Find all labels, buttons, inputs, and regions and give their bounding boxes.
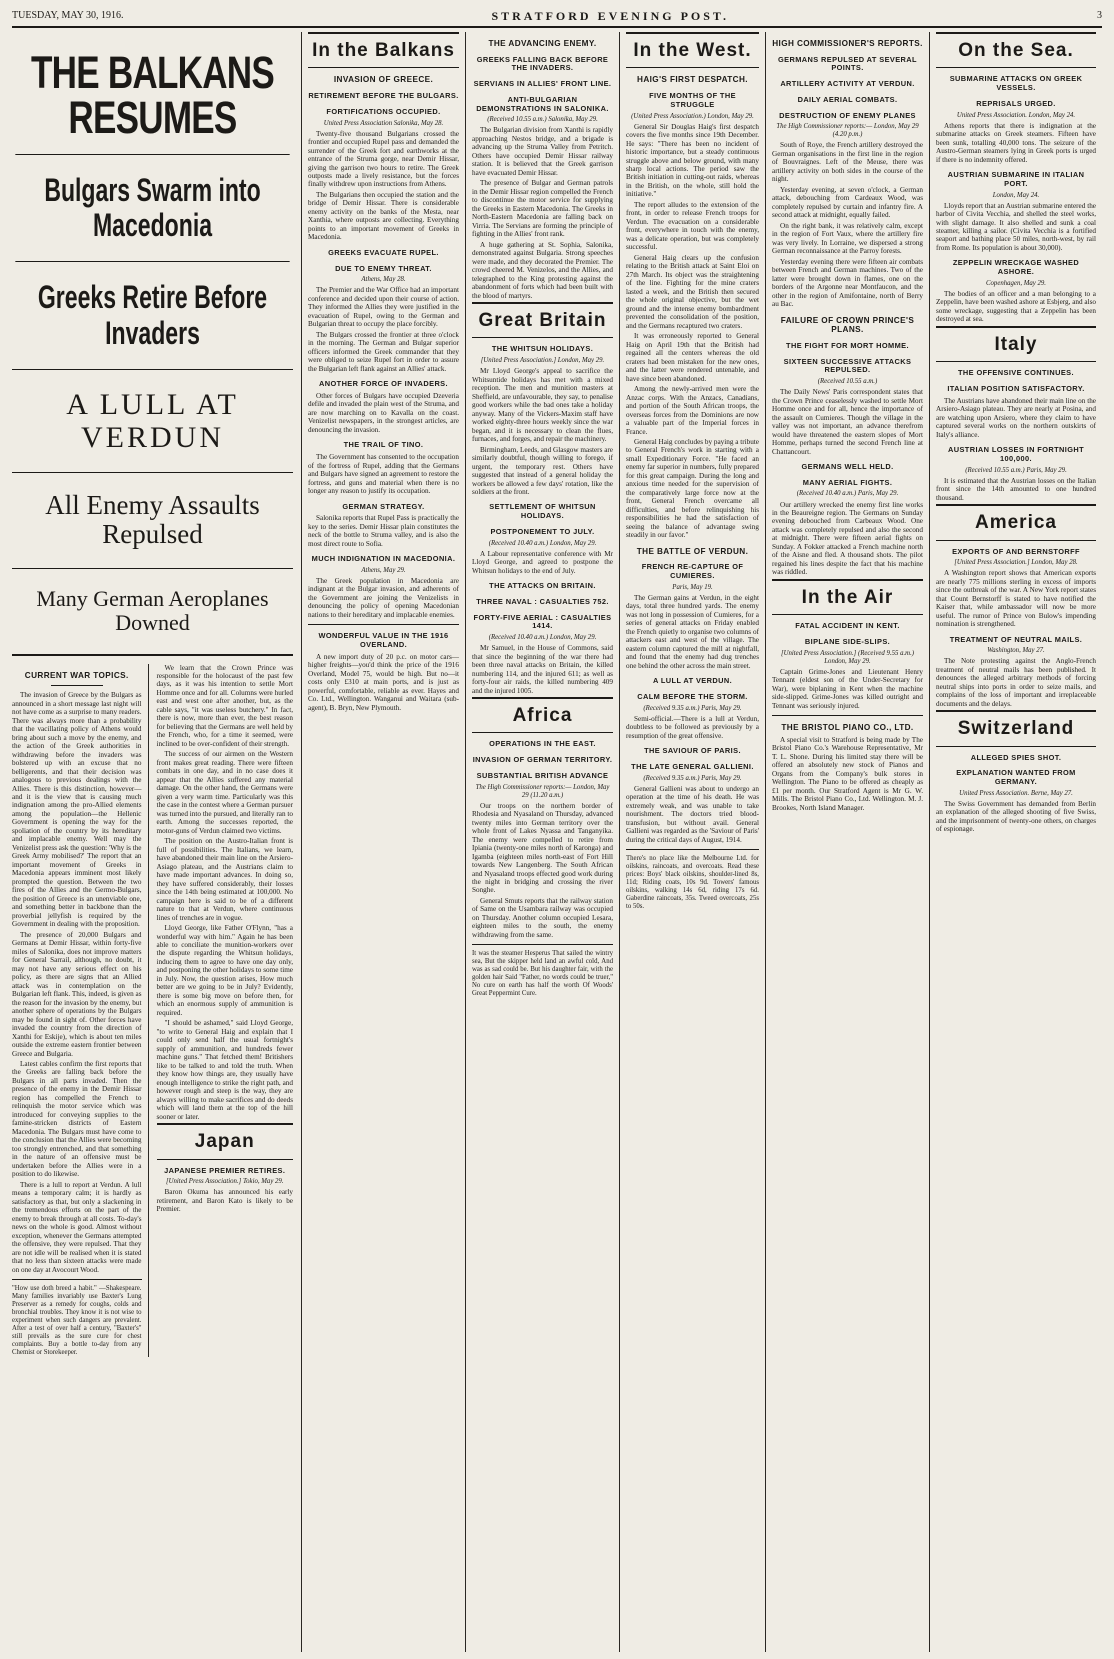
section-in-the-air: In the Air [772, 579, 923, 615]
article-paragraph: Twenty-five thousand Bulgarians crossed the frontier and occupied Rupel pass and demanded the surrender of the Greek fort and earthworks at the entrance of the Struma gorge, near Demir Hissar, giving the garrison two hours to retire. The Greek outposts made a lively resistance, but the forces finally withdrew upon instructions from Athens. [308, 129, 459, 189]
article-paragraph: It was erroneously reported to General Haig on April 19th that the British had regained all the centers whereas the old craters had been mistaken for the new ones, and the latter were rendered untenable, and have since been abandoned. [626, 332, 759, 383]
section-switzerland: Switzerland [936, 710, 1096, 746]
article-heading: GREEKS EVACUATE RUPEL. [328, 247, 439, 257]
article-paragraph: A Labour representative conference with Mr Lloyd George, and agreed to postpone the Whitsun holidays to the end of July. [472, 549, 613, 575]
advertisement-piano: A special visit to Stratford is being made by The Bristol Piano Co.'s Warehouse Representative, Mr T. L. Shone. During his limited stay there will be offered an absolutely new stock of Pianos and Organs from the Company's bulk stores in Wellington. The Piano to be offered as cheaply as £1 per month. Our Stratford Agent is Mr G. W. Mills. The Bristol Piano Co., Ltd. Wellington. M. J. Brookes, North Island Manager. [772, 735, 923, 812]
dateline: Paris, May 19. [672, 583, 713, 591]
britain-column [466, 32, 620, 1652]
divider [12, 1279, 142, 1280]
article-paragraph: The German gains at Verdun, in the eight days, total three hundred yards. The enemy was not long in possession of Cumieres, for a series of general attacks on Friday enabled the French quietly to organise two columns of attackers east and west of the village. The eastern column captured the mill at nightfall, and found that the enemy had dug trenches one behind the other across the main street. [626, 593, 759, 670]
page-columns [12, 32, 1102, 1652]
article-paragraph: The Daily News' Paris correspondent states that the Crown Prince ceaselessly washed to settle Mort Homme once and for all, hence the importance of the assault on Cumieres. Though the village in the valley was not important, an advance therefrom would have threatened the eastern slopes of Mort Homme, perhaps turned the second French line at Chattancourt. [772, 388, 923, 456]
article-heading: ANOTHER FORCE OF INVADERS. [319, 379, 448, 389]
topics-heading: CURRENT WAR TOPICS. [24, 670, 129, 680]
dateline: (Received 10.55 a.m.) Salonika, May 29. [487, 116, 598, 124]
article-heading: JAPANESE PREMIER RETIRES. [164, 1165, 286, 1175]
article-subheading: SUBSTANTIAL BRITISH ADVANCE [476, 770, 609, 780]
advertisement-oilskins: There's no place like the Melbourne Ltd. for oilskins, raincoats, and overcoats. Read these prices: Boys' black oilskins, shoulder-lined 8s, 11d; Riding coats, 10s 9d. Towers' famous oilskins, walking 14s 6d, riding 17s 6d. Gaberdine raincoats, 35s. Tweed overcoats, 25s to 50s. [626, 855, 759, 911]
article-paragraph: The Swiss Government has demanded from Berlin an explanation of the alleged shooting of five Swiss, and the imprisonment of twenty-one others, on charges of espionage. [936, 799, 1096, 834]
article-paragraph: General Haig concludes by paying a tribute to General French's work in starting with a small Expeditionary Force. "He faced an enemy far superior in numbers, fully prepared for this great campaign. During the long and anxious time needed for the supervision of the comparatively large force now at the front, General French overcame all difficulties, and before relinquishing his responsibilities he had the satisfaction of seeing the balance of advantage swing steadily in our favor." [626, 438, 759, 540]
article-heading: SETTLEMENT OF WHITSUN HOLIDAYS. [489, 502, 596, 521]
advertisement-peppermint: It was the steamer Hesperus That sailed the wintry sea, But the skipper held land an awful cold, And was as sad could be. But his daughter fair, with the golden hair Said "Father, no words could be truer," No cure on earth has half the worth Of Woods' Great Peppermint Cure. [472, 950, 613, 998]
article-paragraph: The Premier and the War Office had an important conference and decided upon their course of action. They informed the Allies they were justified in the evacuation of Rupel, owing to the German and Bulgarian threat to occupy the place forcibly. [308, 286, 459, 329]
article-paragraph: Mr Samuel, in the House of Commons, said that since the beginning of the war there had been three naval attacks on Britain, the killed numbering 114, and the injured 611; as well as forty-four air raids, the killed numbering 409 and the injured 1005. [472, 644, 613, 695]
sea-column [930, 32, 1102, 1652]
dateline: London, May 24. [992, 191, 1040, 199]
article-subheading: FRENCH RE-CAPTURE OF CUMIERES. [641, 562, 744, 581]
article-heading: A LULL AT VERDUN. [652, 676, 733, 686]
article-subheading: THE LATE GENERAL GALLIENI. [631, 762, 754, 771]
advertisement-overland: A new import duty of 20 p.c. on motor cars—higher freights—you'd think the price of the 1916 Overland, Model 75, would be high. But no—it costs only £310 at main ports, and is just as powerful, comfortable, reliable as ever. Hayes and Co. Ltd., Wellington. Wanganui and Waitara (sub-agent), B. Bryn, New Plymouth. [308, 652, 459, 712]
dateline: [United Press Association.] (Received 9.55 a.m.) London, May 29. [780, 649, 915, 665]
article-paragraph: The Note protesting against the Anglo-French treatment of neutral mails has been published. It denounces the alleged arbitrary methods of forcing neutral ships into ports in order to seize mails, and complains of the loss of important and irreplaceable documents and the delays. [936, 657, 1096, 708]
article-subheading: GERMANS REPULSED AT SEVERAL POINTS. [778, 54, 917, 73]
article-heading: HIGH COMMISSIONER'S REPORTS. [772, 39, 923, 48]
section-japan: Japan [157, 1123, 294, 1159]
article-subheading: MANY AERIAL FIGHTS. [802, 477, 893, 487]
article-paragraph: Yesterday evening, at seven o'clock, a German attack, debouching from Cardeaux Wood, was completely repulsed by curtain and infantry fire. A second attack at midnight, equally failed. [772, 185, 923, 220]
page-number: 3 [1096, 10, 1102, 22]
section-on-the-sea: On the Sea. [936, 32, 1096, 68]
topics-columns [12, 654, 293, 1358]
article-subheading: EXPLANATION WANTED FROM GERMANY. [956, 768, 1076, 787]
article-subheading: FORTIFICATIONS OCCUPIED. [326, 106, 441, 116]
article-paragraph: The Bulgarians then occupied the station and the bridge of Demir Hissar. There is considerable enemy activity on the banks of the Mesta, near Xanthia, where outposts are collecting. Everything points to an important movement of Greeks in Macedonia. [308, 190, 459, 242]
article-subheading: POSTPONEMENT TO JULY. [490, 526, 595, 536]
article-paragraph: The Greek population in Macedonia are indignant at the Bulgar invasion, and adherents of the Government are joining the Venizelists in denouncing the policy of opening Macedonian nations to their hereditary and implacable enemies. [308, 576, 459, 619]
article-paragraph: The position on the Austro-Italian front is full of possibilities. The Italians, we learn, have abandoned their main line on the Arsiero-Asiago plateau, and the Austrians claim to have made important advances. In doing so, they have suffered considerably, their losses since the 14th being estimated at 100,000. No campaign here is said to be of a different nature to that at Verdun, where continuous lines of trenches are in vogue. [156, 837, 293, 922]
article-paragraph: Mr Lloyd George's appeal to sacrifice the Whitsuntide holidays has met with a mixed reception. The men and munition masters at Sheffield, are unfavourable, they say, to penalise good workers while the bad ones take a holiday anyway. Many of the Vickers-Maxim staff have worked eighty-three hours weekly since the war began, and it is necessary to clean the flues, furnaces, and forges, and repair the machinery. [472, 367, 613, 444]
article-paragraph: General Sir Douglas Haig's first despatch covers the five months since 19th December. He says: "There has been no incident of historic importance, but a steady continuous struggle above and below ground, with many sharp local actions. The period saw the British initiation in cutting-out raids, whereas in the British, on the whole, still hold the initiative." [626, 122, 759, 199]
masthead [12, 6, 1102, 28]
divider [472, 944, 613, 945]
article-paragraph: Captain Grime-Jones and Lieutenant Henry Tennant (eldest son of the Under-Secretary for War), were biplaning in Kent when the machine side-slipped. Grime-Jones was killed outright and Tennant was seriously injured. [772, 667, 923, 710]
article-subheading: CALM BEFORE THE STORM. [637, 692, 748, 702]
commissioner-column [766, 32, 930, 1652]
article-subheading: DUE TO ENEMY THREAT. [335, 263, 432, 273]
newspaper-name: STRATFORD EVENING POST. [491, 8, 730, 23]
article-subheading: SIXTEEN SUCCESSIVE ATTACKS REPULSED. [783, 356, 912, 375]
article-heading: THE WHITSUN HOLIDAYS. [491, 344, 594, 354]
article-subheading: INVASION OF GERMAN TERRITORY. [472, 755, 613, 765]
dateline: The High Commissioner reports:— London, May 29 (11.20 a.m.) [475, 783, 610, 799]
article-paragraph: Athens reports that there is indignation at the submarine attacks on Greek steamers. Fifteen have been sunk, totalling 40,000 tons. The seizure of the Austro-German steamers lying in Greek ports is urged if there is no indemnity offered. [936, 121, 1096, 164]
article-paragraph: Birmingham, Leeds, and Glasgow masters are similarly doubtful, though willing to forego, if urgent, the temporary rest. Others have suggested that instead of a general holiday the workers be allowed a few days' rotation, like the soldiers at the front. [472, 445, 613, 496]
article-heading: TREATMENT OF NEUTRAL MAILS. [949, 634, 1083, 644]
article-heading: INVASION OF GREECE. [333, 75, 434, 85]
article-paragraph: Salonika reports that Rupel Pass is practically the key to the series. Demir Hissar plain constitutes the neck of the bottle to Struma valley, and is also the most direct route to Sofia. [308, 514, 459, 548]
article-subheading: ANTI-BULGARIAN DEMONSTRATIONS IN SALONIKA. [476, 94, 609, 113]
article-heading: THE ADVANCING ENEMY. [488, 39, 597, 48]
article-heading: THE TRAIL OF TINO. [343, 440, 424, 450]
deck-aeroplanes: Many German Aeroplanes Downed [12, 568, 293, 653]
article-paragraph: General Gallieni was about to undergo an operation at the time of his death. He was extremely weak, and was unable to take nourishment. The doctors tried blood-transfusion, but without avail. General Gallieni was regarded as the 'Saviour of Paris' during the critical days of August, 1914. [626, 784, 759, 844]
article-paragraph: It is estimated that the Austrian losses on the Italian front since the 14th amounted to one hundred thousand. [936, 476, 1096, 502]
divider [308, 624, 459, 625]
article-paragraph: General Smuts reports that the railway station of Same on the Usambara railway was occupied on Thursday. Another column occupied Lesara, eighteen miles to the south, the enemy withdrawing from the same. [472, 896, 613, 939]
article-paragraph: Our troops on the northern border of Rhodesia and Nyasaland on Thursday, advanced twenty miles into German territory over the whole front of Lakes Nyassa and Tanganyika. The enemy were compelled to retire from Ipiania (twenty-one miles north of Karonga) and Igamba (eighteen miles north-east of Fort Hill towards New Langenberg. The South African and Nyasaland troops effected good work during the night in bridging and crossing the river Songhe. [472, 801, 613, 895]
dateline: (Received 10.40 a.m.) London, May 29. [488, 634, 597, 642]
article-subheading: ITALIAN POSITION SATISFACTORY. [947, 384, 1085, 393]
section-italy: Italy [936, 326, 1096, 362]
dateline: (Received 10.55 a.m.) [817, 378, 878, 386]
article-subheading: SERVIANS IN ALLIES' FRONT LINE. [473, 79, 612, 89]
dateline: [United Press Association.] London, May 28. [954, 559, 1078, 567]
article-subheading: THREE NAVAL : CASUALTIES 752. [476, 596, 609, 606]
deck-greeks: Greeks Retire Before Invaders [15, 261, 289, 368]
article-heading: THE OFFENSIVE CONTINUES. [958, 368, 1074, 378]
article-subheading: ARTILLERY ACTIVITY AT VERDUN. [780, 79, 915, 89]
section-america: America [936, 504, 1096, 540]
article-heading: MUCH INDIGNATION IN MACEDONIA. [311, 554, 456, 564]
lead-column [12, 32, 302, 1652]
article-paragraph: The Austrians have abandoned their main line on the Arsiero-Asiago plateau. They are nearly at Posina, and are watching upon Arsiero, where they claim to have captured several works on the northern outskirts of Italy's alliance. [936, 396, 1096, 439]
article-subheading: DESTRUCTION OF ENEMY PLANES [779, 110, 916, 120]
dateline: United Press Association. Berne, May 27. [959, 789, 1073, 797]
article-paragraph: The Bulgars crossed the frontier at three o'clock in the morning. The German and Bulgar superior officers informed the Greek commander that they were obliged to seize Rupel fort in order to assure the Bulgarian left flank against an Allies' attack. [308, 330, 459, 373]
article-subheading: THE FIGHT FOR MORT HOMME. [786, 340, 909, 350]
article-heading: THE SAVIOUR OF PARIS. [644, 746, 741, 756]
article-paragraph: "I should be ashamed," said Lloyd George, "to write to General Haig and explain that I could only send half the usual fortnight's supply of ammunition, and hundreds fewer machine guns." That fetched them! Britishers like to be talked to and told the truth. When they know how things are, they usually have enough intelligence to strike the right path, and however rough and steep is the way, they are always willing to make sacrifices and do deeds which will land them at the top of the hill sooner or later. [156, 1019, 293, 1121]
west-column [620, 32, 766, 1652]
article-paragraph: Among the newly-arrived men were the Anzac corps. With the Anzacs, Canadians, and portion of the South African troops, the overseas forces from the Dominions are now a valuable part of the Imperial forces in France. [626, 385, 759, 436]
dateline: [United Press Association.] London, May 29. [480, 357, 605, 365]
article-paragraph: The Government has consented to the occupation of the fortress of Rupel, adding that the Germans and Bulgars have signed an agreement to restore the fortress, and guns and material when there is no longer any reason to justify its occupation. [308, 453, 459, 496]
article-heading: EXPORTS OF AND BERNSTORFF [952, 546, 1080, 556]
article-heading: THE BATTLE OF VERDUN. [636, 546, 749, 556]
article-paragraph: The presence of Bulgar and German patrols in the Demir Hissar region compelled the French to discontinue the motor service for supplying the Greeks in Eastern Macedonia. The Greeks in North-Eastern Macedonia are falling back on Virria. The Servians are forming the principle of fighting in the Allies' front rank. [472, 179, 613, 239]
topics-right [157, 664, 294, 1358]
dateline: The High Commissioner reports:— London, May 29 (4.20 p.m.) [776, 123, 919, 139]
article-subheading: FIVE MONTHS OF THE STRUGGLE [649, 91, 736, 109]
article-paragraph: The bodies of an officer and a man belonging to a Zeppelin, have been washed ashore at Esbjerg, and also some wreckage, suggesting that a Zeppelin has been destroyed at sea. [936, 289, 1096, 324]
article-paragraph: General Haig clears up the confusion relating to the British attack at Saint Eloi on 27th March. Its object was the straightening of the line. Fighting for the mine craters lasted a week, and the British then secured the whole original objective, but the wet ground and the intense enemy bombardment prevented the consolidation of the position, and the Germans recaptured two craters. [626, 253, 759, 330]
article-subheading: RETIREMENT BEFORE THE BULGARS. [308, 91, 459, 101]
article-paragraph: The success of our airmen on the Western front makes great reading. There were fifteen combats in one day, and in no case does it appear that the Allies suffered any material damage. On the other hand, the Germans were given a very warm time. Particularly was this the case in the contest where a German pursuer was turned into the pursued, and literally ran to earth. Among the successes reported, the motor-guns of Verdun claimed two victims. [156, 750, 293, 835]
article-heading: THE ATTACKS ON BRITAIN. [489, 581, 596, 591]
divider [51, 685, 103, 686]
topics-left [12, 664, 149, 1358]
article-heading: FAILURE OF CROWN PRINCE'S PLANS. [780, 315, 915, 335]
article-heading: AUSTRIAN LOSSES IN FORTNIGHT 100,000. [947, 445, 1085, 463]
article-paragraph: Lloyds report that an Austrian submarine entered the harbor of Civita Vecchia, and shelled the steel works, with slight damage. It also shelled and sunk a coal steamer, killing a sailor. (Civita Vecchia is a fortified seaport and bathing place 50 miles, north-west, by rail from Rome. Its population is about 30,000). [936, 201, 1096, 252]
section-balkans: In the Balkans [308, 32, 459, 68]
article-heading: ZEPPELIN WRECKAGE WASHED ASHORE. [952, 258, 1080, 277]
article-heading: OPERATIONS IN THE EAST. [489, 739, 596, 749]
divider [626, 849, 759, 850]
article-subheading: FORTY-FIVE AERIAL : CASUALTIES 1414. [473, 612, 612, 631]
deck-repulsed: All Enemy Assaults Repulsed [12, 472, 293, 568]
article-heading: ALLEGED SPIES SHOT. [970, 752, 1062, 762]
article-paragraph: The presence of 20,000 Bulgars and Germans at Demir Hissar, within forty-five miles of Salonika, does not improve matters for General Sarrail, although, no doubt, it may not have any serious effect on his policy, as there are signs that an Allied attack was in contemplation on the Bulgarian left flank. This, indeed, is given as the reason for the invasion by the enemy, but another sphere of operations by the Bulgars may be found in sight of. Other forces have invaded the country from the direction of Xanthi for Eskije), which is about ten miles outside the extreme eastern frontier between Greece and Bulgaria. [12, 930, 142, 1058]
article-subheading: BIPLANE SIDE-SLIPS. [804, 637, 891, 646]
article-paragraph: A huge gathering at St. Sophia, Salonika, demonstrated against Bulgaria. Strong speeches were made, and they decorated the Premier. The crowd cheered M. Venizelos, and the Allies, and telegraphed to the King protesting against the abandonment of forts which had been built with the blood of martyrs. [472, 240, 613, 300]
article-paragraph: Semi-official.—There is a lull at Verdun, doubtless to be followed as previously by a resumption of the great offensive. [626, 714, 759, 740]
article-paragraph: Latest cables confirm the first reports that the Greeks are falling back before the Bulgars in all parts invaded. Then the presence of the enemy in the Demir Hissar region has compelled the French to relinquish the motor service which was introduced for conveying supplies to the famine-stricken districts of Eastern Macedonia. The Bulgars must have come to the conclusion that the Allies were becoming too strongly entrenched, and that something in the nature of an offensive must be undertaken before the Allies were in a position to do likewise. [12, 1060, 142, 1179]
article-paragraph: There is a lull to report at Verdun. A lull means a temporary calm; it is hardly as satisfactory as that, but only a slackening in the tremendous efforts on the part of the enemy to break through at all costs. To-day's news on the whole is good. Almost without exception, whenever the Germans attempted the offensive, they were repulsed. That they are not idle will be realised when it is stated that no less than sixteen attacks were made on one day at Avocourt Wood. [12, 1180, 142, 1274]
article-paragraph: Lloyd George, like Father O'Flynn, "has a wonderful way with him." Again he has been able to conciliate the munition-workers over the dispute regarding the Whitsun holidays, inducing them to agree to have one day only, and postponing the other holidays to some time in July. Now, the question arises, How much better are we going to be in July? Evidently, there is some big move on before then, for which an enormous supply of ammunition is required. [156, 924, 293, 1017]
balkans-column [302, 32, 466, 1652]
article-paragraph: The invasion of Greece by the Bulgars as announced in a short message last night will not have come as a surprise to many readers. There was always more than a probability that the vacillating policy of Athens would bring about such a move by the enemy, and the action of the Greek authorities in withdrawing before the invaders was bolstered up with an excuse that no belligerents, and that their decision was analogous to previous dealings with the Allies. There is this distinction, however—and it is the view that is causing much indignation among the pro-Allied elements among the population—the Hellenic Government is opening the way for the spoliation of the country by its hereditary and implacable enemy. Well may the Venizelist press ask the question: 'Why is the Greek Army mobilised?' The report that an important movement of Greeks in Macedonia appears imminent most likely prompted the question. Between the two fires of the Allies and the Germo-Bulgars, the position of Greece is an unenviable one, and something better in backbone than the proverbial jellyfish is required by the Government in dealing with the proposition. [12, 691, 142, 929]
section-west: In the West. [626, 32, 759, 68]
dateline: United Press Association Salonika, May 28. [323, 119, 444, 127]
article-heading: FATAL ACCIDENT IN KENT. [795, 621, 900, 631]
article-paragraph: Baron Okuma has announced his early retirement, and Baron Kato is likely to be Premier. [156, 1188, 293, 1214]
section-great-britain: Great Britain [472, 302, 613, 338]
dateline: (United Press Association.) London, May 29. [631, 112, 754, 120]
article-paragraph: Yesterday evening there were fifteen air combats between French and German machines. Two of the latter were brought down in flames, one on the borders of the Argonne near Montfaucon, and the other in the region of Amifontaine, north of Berry au Bac. [772, 257, 923, 309]
article-subheading: GREEKS FALLING BACK BEFORE THE INVADERS. [476, 54, 609, 73]
article-heading: SUBMARINE ATTACKS ON GREEK VESSELS. [949, 74, 1083, 93]
dateline: (Received 10.40 a.m.) Paris, May 29. [796, 490, 899, 498]
dateline: (Received 10.55 a.m.) Paris, May 29. [965, 466, 1067, 474]
dateline: [United Press Association.] Tokio, May 29. [165, 1178, 284, 1186]
main-headline: THE BALKANS RESUMES [31, 47, 274, 143]
article-heading: GERMAN STRATEGY. [342, 501, 425, 511]
article-heading: GERMANS WELL HELD. [801, 462, 894, 472]
dateline: (Received 9.35 a.m.) Paris, May 29. [643, 774, 742, 782]
section-africa: Africa [472, 697, 613, 733]
advertisement-heading: WONDERFUL VALUE IN THE 1916 OVERLAND. [318, 631, 449, 650]
issue-date: TUESDAY, MAY 30, 1916. [12, 10, 124, 22]
dateline: Washington, May 27. [987, 647, 1045, 655]
article-paragraph: Other forces of Bulgars have occupied Dzeveria defile and invaded the plain west of the Struma, and are now marching on to Kavalla on the coast. Venizelist newspapers, in the strongest articles, are denouncing the invasion. [308, 391, 459, 434]
article-paragraph: South of Roye, the French artillery destroyed the German organisations in the first line in the region of Bouvraignes. Left of the Meuse, there was artillery activity on both sides in the course of the night. [772, 141, 923, 184]
dateline: United Press Association. London, May 24. [956, 111, 1076, 119]
article-paragraph: On the right bank, it was relatively calm, except in the region of Fort Vaux, where the artillery fire was very lively. In Lorraine, we dispersed a strong German reconnaissance at the Parroy forests. [772, 221, 923, 256]
article-paragraph: The Bulgarian division from Xanthi is rapidly approaching Nestos bridge, and a brigade is advancing up the Struma Valley from Petritch. Others have occupied Demir Hissar railway station. It is believed that the Greek garrison have evacuated Demir Hissar. [472, 126, 613, 177]
article-paragraph: We learn that the Crown Prince was responsible for the holocaust of the past few days, as it was his intention to settle Mort Homme once and for all. Columns were hurled east and west one after another, but, as the cable says, "it was useless butchery." In fact, there is now, more than ever, the best reason for believing that the Germans are well held by the French, who, for a time it seemed, were inclined to be over-confident of their strength. [156, 663, 293, 748]
dateline: (Received 9.35 a.m.) Paris, May 29. [643, 704, 742, 712]
article-subheading: DAILY AERIAL COMBATS. [797, 94, 898, 104]
dateline: (Received 10.40 a.m.) London, May 29. [488, 539, 597, 547]
article-subheading: REPRISALS URGED. [976, 98, 1056, 108]
divider [772, 715, 923, 716]
article-paragraph: A Washington report shows that American exports are nearly 775 millions sterling in excess of imports since the outbreak of the war. A New York report states that Count Bernstorff is stated to have notified the Kaiser that, while ambassador will now be more useful. The rumor of Prince von Bulow's impending nomination is strengthened. [936, 569, 1096, 629]
advertisement-heading: THE BRISTOL PIANO CO., LTD. [781, 723, 914, 733]
article-paragraph: The report alludes to the extension of the front, in order to release French troops for Verdun. The evacuation on a considerable front, everywhere in touch with the enemy, was a delicate operation, but was completely successful. [626, 200, 759, 252]
article-heading: AUSTRIAN SUBMARINE IN ITALIAN PORT. [947, 170, 1085, 188]
dateline: Copenhagen, May 29. [985, 279, 1047, 287]
dateline: Athens, May 29. [361, 566, 406, 574]
advertisement-baxters: "How use doth breed a habit." —Shakespeare. Many families invariably use Baxter's Lung Preserver as a remedy for coughs, colds and bronchial troubles. They know it is not wise to experiment when such dangers are prevalent. After a test of over half a century, "Baxter's" still prevails as the sure cure for chest complaints. Buy a bottle to-day from any Chemist or Storekeeper. [12, 1285, 142, 1357]
dateline: Athens, May 28. [361, 276, 406, 284]
article-heading: HAIG'S FIRST DESPATCH. [637, 75, 748, 85]
deck-verdun: A LULL AT VERDUN [12, 369, 293, 472]
deck-macedonia: Bulgars Swarm into Macedonia [15, 154, 289, 261]
article-paragraph: Our artillery wrecked the enemy first line works in the Beaureigne region. The Germans on Sunday evening debouched from Carbeaux Wood. One attack was completely repulsed and also the second at midnight. There were fifteen aerial fights on Sunday. A Fokker attacked a French machine north of the Aisne and fled. A thousand shots. The pilot regained his lines despite the fact that his machine was riddled. [772, 500, 923, 577]
